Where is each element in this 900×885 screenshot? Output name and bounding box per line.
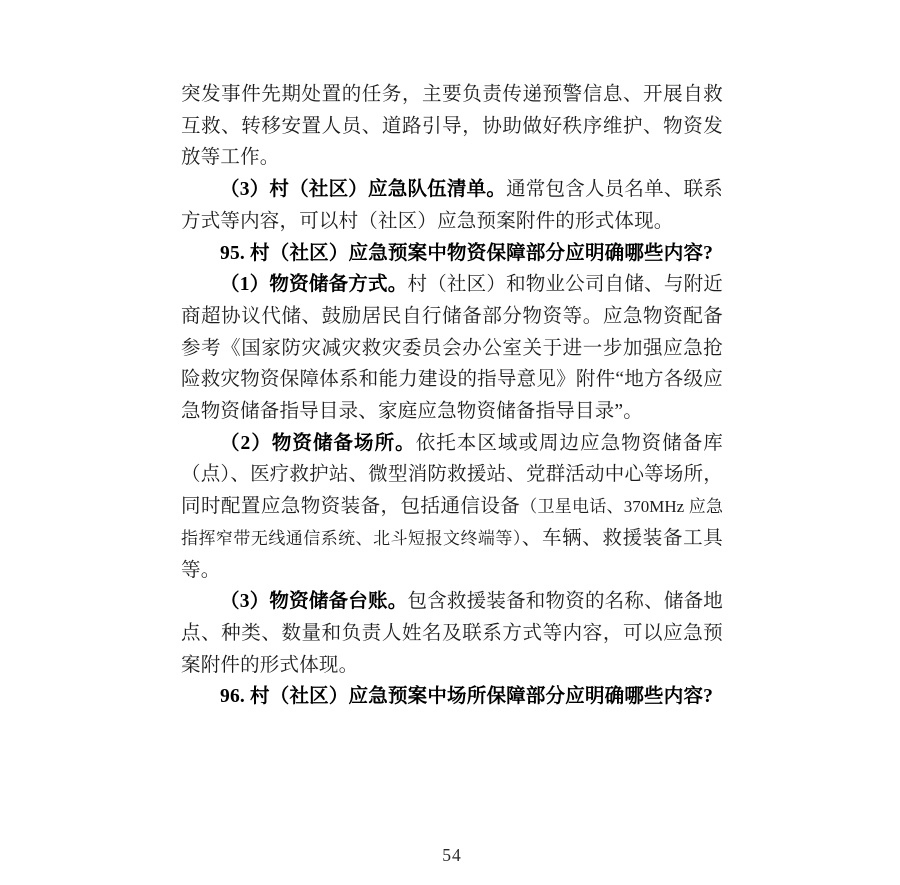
item-lead-bold: （3）物资储备台账。 (220, 591, 408, 613)
item-lead-bold: （1）物资储备方式。 (220, 274, 408, 296)
paragraph-continuation (181, 79, 723, 174)
question-heading-text: 95. 村（社区）应急预案中物资保障部分应明确哪些内容? (220, 242, 714, 264)
paragraph-text: 突发事件先期处置的任务，主要负责传递预警信息、开展自救互救、转移安置人员、道路引导，协助做好秩序维护、物资发放等工作。 (181, 84, 723, 169)
page-body (181, 79, 723, 713)
item-body-text: 、车辆、救援装备工具等。 (181, 527, 723, 581)
item-body-text: 村（社区）和物业公司自储、与附近商超协议代储、鼓励居民自行储备部分物资等。应急物资配备参考《国家防灾减灾救灾委员会办公室关于进一步加强应急抢险救灾物资保障体系和能力建设的指导意见》附件“地方各级应急物资储备指导目录、家庭应急物资储备指导目录”。 (181, 274, 723, 423)
paragraph-item1-storage-method (181, 269, 723, 428)
inline-note-small-text: （卫星电话、370MHz 应急指挥窄带无线通信系统、北斗短报文终端等） (181, 497, 723, 548)
paragraph-item3-storage-ledger (181, 586, 723, 681)
item-lead-bold: （3）村（社区）应急队伍清单。 (220, 179, 507, 201)
question-95-heading (181, 238, 723, 270)
item-body-text: 依托本区域或周边应急物资储备库（点）、医疗救护站、微型消防救援站、党群活动中心等场所，同时配置应急物资装备，包括通信设备 (181, 432, 723, 518)
item-body-text: 通常包含人员名单、联系方式等内容，可以村（社区）应急预案附件的形式体现。 (181, 179, 723, 232)
question-heading-text: 96. 村（社区）应急预案中场所保障部分应明确哪些内容? (220, 686, 714, 708)
paragraph-item3-team-list (181, 174, 723, 237)
page-number: 54 (442, 845, 462, 865)
item-lead-bold: （2）物资储备场所。 (220, 432, 416, 454)
question-96-heading (181, 681, 723, 713)
item-body-text: 包含救援装备和物资的名称、储备地点、种类、数量和负责人姓名及联系方式等内容，可以应急预案附件的形式体现。 (181, 591, 723, 676)
paragraph-item2-storage-place (181, 428, 723, 587)
